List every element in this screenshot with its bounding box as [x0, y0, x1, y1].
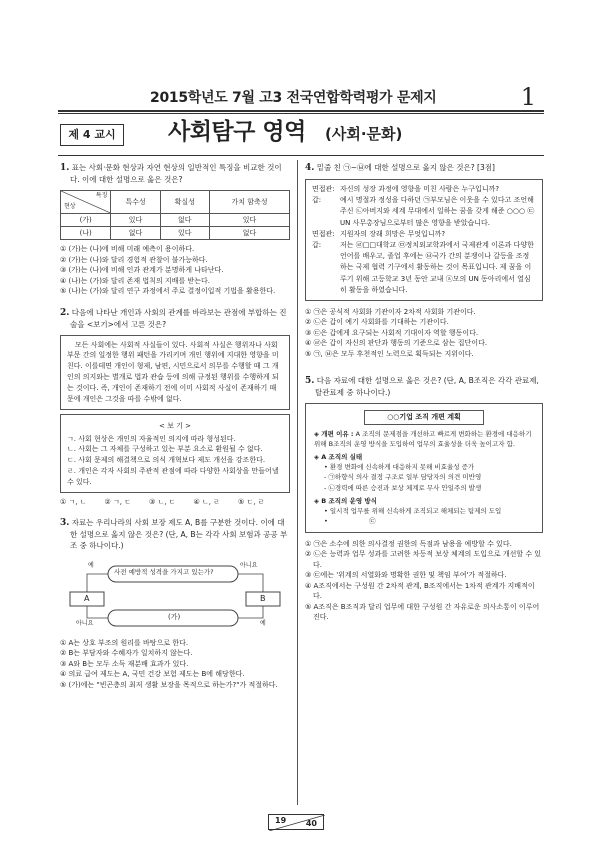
table-row: (가) 있다 없다 있다	[61, 213, 290, 226]
subject-subtitle: (사회·문화)	[325, 125, 403, 143]
answer-option[interactable]: ④ 의료 급여 제도는 A, 국민 건강 보험 제도는 B에 해당한다.	[60, 670, 245, 679]
table-corner-cell: 특징 현상	[61, 190, 111, 213]
answer-option[interactable]: ① ㉠은 공식적 사회화 기관이자 2차적 사회화 기관이다.	[305, 307, 476, 316]
column-divider	[297, 160, 298, 805]
interview-box	[305, 179, 543, 301]
table-header: 특수성	[111, 190, 160, 213]
question-5-stem: 5. 다음 자료에 대한 설명으로 옳은 것은? (단, A, B조직은 각각 관료제, 탈관료제 중 하나이다.)	[305, 376, 539, 398]
question-2	[60, 307, 290, 507]
answer-option[interactable]: ① (가)는 (나)에 비해 미래 예측이 용이하다.	[60, 245, 195, 254]
question-2-stem: 2. 다음에 나타난 개인과 사회의 관계를 바라보는 관점에 부합하는 진술을 <보기>에서 고른 것은?	[60, 307, 287, 329]
answer-option[interactable]: ② ㉡은 능력과 업무 성과를 고려한 차등적 보상 체계의 도입으로 개선할 수 있다.	[305, 550, 542, 569]
header-rule	[58, 110, 544, 112]
answer-option[interactable]: ③ ㄴ, ㄷ	[148, 497, 176, 506]
page-counter	[268, 814, 324, 830]
page-total: 40	[305, 819, 317, 828]
bogi-box	[60, 414, 290, 493]
bogi-item: ㄹ. 개인은 각자 사회의 주관적 관점에 따라 다양한 사회상을 만들어낼 수 있다.	[67, 467, 279, 486]
answer-option[interactable]: ③ ㉢은 갑에게 요구되는 사회적 기대이자 역할 행동이다.	[305, 328, 479, 337]
plan-title: ○○기업 조직 개편 계획	[364, 410, 484, 425]
reorg-plan-box: ○○기업 조직 개편 계획 ◈ 개편 이유 : A 조직의 문제점을 개선하고 빠르게 변화하는 환경에 대응하기 위해 B조직의 운영 방식을 도입하여 업무의 효율성을 더욱 높이고자 함. ◈ A 조직의 실태 • 환경 변화에 신속하게 대응하지 못해 비효율성 증가 - ㉠하향식 의사 결정 구조로 일부 담당자의 의견 미반영 - ㉡경력에 따른 승진과 보상 체계로 무사 안일주의 발생 ◈ B 조직의 운영 방식 • 일시적 업무를 위해 신속하게 조직되고 해체되는 팀제의 도입 • ㉢	[305, 403, 543, 532]
blank-label: (가)	[168, 612, 181, 621]
answer-option[interactable]: ⑤ ㉠, ㉥은 모두 후천적인 노력으로 획득되는 지위이다.	[305, 349, 474, 358]
left-column	[60, 162, 290, 698]
interview-line: 면접관: 자신의 성장 과정에 영향을 미친 사람은 누구입니까?	[312, 185, 500, 194]
question-3-diagram: 예 사전 예방적 성격을 가지고 있는가? 아니요 A B 아니요 (가) 예	[60, 556, 290, 634]
answer-option[interactable]: ① ㄱ, ㄴ	[60, 497, 87, 506]
subject-title: 사회탐구 영역	[168, 119, 306, 145]
answer-option[interactable]: ④ (나)는 (가)와 달리 존재 법칙의 지배를 받는다.	[60, 276, 210, 285]
node-b: B	[260, 593, 266, 603]
answer-option[interactable]: ① ㉠은 소수에 의한 의사결정 권한의 독점과 남용을 예방할 수 있다.	[305, 539, 512, 548]
table-header: 가치 함축성	[209, 190, 289, 213]
header-rule	[58, 113, 544, 114]
plan-section-b: ◈ B 조직의 운영 방식	[314, 496, 377, 505]
answer-option[interactable]: ③ ㉢에는 '위계의 서열화와 명확한 권한 및 책임 부여'가 적절하다.	[305, 571, 507, 580]
answer-option[interactable]: ② (가)는 (나)와 달리 경험적 관찰이 불가능하다.	[60, 255, 208, 264]
bogi-item: ㄷ. 사회 문제의 해결책으로 의식 개혁보다 제도 개선을 강조한다.	[67, 456, 266, 465]
table-row: (나) 없다 있다 없다	[61, 227, 290, 240]
page-number: 1	[520, 83, 536, 111]
right-column	[305, 162, 543, 631]
answer-option[interactable]: ④ A조직에서는 구성원 간 2차적 관계, B조직에서는 1차적 관계가 지배적이다.	[305, 581, 535, 601]
answer-option[interactable]: ⑤ ㄷ, ㄹ	[237, 497, 265, 506]
answer-option[interactable]: ⑤ (가)에는 "빈곤층의 최저 생활 보장을 목적으로 하는가?"가 적절하다.	[60, 680, 278, 689]
bogi-item: ㄴ. 사회는 그 자체를 구성하고 있는 부분 요소로 환원될 수 없다.	[67, 445, 263, 454]
question-3-stem: 3. 자료는 우리나라의 사회 보장 제도 A, B를 구분한 것이다. 이에 대한 설명으로 옳지 않은 것은? (단, A, B는 각각 사회 보험과 공공 부조 중 하나이다.)	[60, 517, 288, 550]
flow-question: 사전 예방적 성격을 가지고 있는가?	[114, 567, 214, 576]
answer-option[interactable]: ④ ㉣은 갑이 자신의 판단과 행동의 기준으로 삼는 집단이다.	[305, 339, 488, 348]
session-label: 제 4 교시	[60, 124, 124, 146]
bogi-title: < 보 기 >	[159, 421, 191, 430]
interview-line: 갑: 예시 명절과 정성을 다하던 ㉠부모님은 이웃을 수 있다고 조언해주신 ㉡아버지와 세계 무대에서 일하는 꿈을 갖게 해준 ○○○ ㉢UN 사무총장님으로부터 많은 영향을 받았습니다.	[312, 196, 535, 227]
answer-option[interactable]: ② ㉡은 갑이 예기 사회화를 기대하는 기관이다.	[305, 318, 449, 327]
answer-option[interactable]: ④ ㄴ, ㄹ	[193, 497, 220, 506]
question-5	[305, 375, 543, 622]
interview-line: 면접관: 지원자의 장래 희망은 무엇입니까?	[312, 229, 446, 238]
question-4-stem: 4. 밑줄 친 ㉠~㉥에 대한 설명으로 옳지 않은 것은? [3점]	[305, 163, 495, 173]
question-1	[60, 162, 290, 297]
answer-option[interactable]: ② B는 부담자와 수혜자가 일치하지 않는다.	[60, 649, 193, 658]
plan-reason: ◈ 개편 이유 : A 조직의 문제점을 개선하고 빠르게 변화하는 환경에 대응하기 위해 B조직의 운영 방식을 도입하여 업무의 효율성을 더욱 높이고자 함.	[314, 430, 532, 449]
node-a: A	[84, 593, 90, 603]
question-1-stem: 1. 표는 사회·문화 현상과 자연 현상의 일반적인 특징을 비교한 것이다. 이에 대한 설명으로 옳은 것은?	[60, 163, 282, 185]
bogi-item: ㄱ. 사회 현상은 개인의 자율적인 의지에 따라 형성된다.	[67, 434, 236, 443]
answer-option[interactable]: ⑤ (나)는 (가)와 달리 연구 과정에서 주로 결정이입적 기법을 활용한다.	[60, 287, 276, 296]
answer-option[interactable]: ⑤ A조직은 B조직과 달리 업무에 대한 구성원 간 자유로운 의사소통이 이루어진다.	[305, 602, 540, 622]
question-3	[60, 517, 290, 690]
question-2-passage: 모든 사회에는 사회적 사실들이 있다. 사회적 사실은 행위자나 사회 부문 간의 일정한 행위 패턴을 가리키며 개인 행위에 지대한 영향을 미친다. 이를테면 개인이 형제, 남편, 시민으로서 의무를 수행할 때 그 개인의 의지와는 별개로 법과 관습 등에 의해 규정된 행위를 수행하게 되는 것이다. 즉, 개인이 존재하기 전에 이미 사회적 사실이 존재하기 때문에 개인은 그것을 따를 수밖에 없다.	[60, 335, 290, 410]
answer-option[interactable]: ③ A와 B는 모두 소득 재분배 효과가 있다.	[60, 659, 189, 668]
answer-option[interactable]: ② ㄱ, ㄷ	[104, 497, 131, 506]
answer-option[interactable]: ③ (가)는 (나)에 비해 인과 관계가 분명하게 나타난다.	[60, 266, 224, 275]
question-1-table	[60, 190, 290, 240]
table-header: 확실성	[160, 190, 209, 213]
question-4	[305, 162, 543, 359]
exam-title: 2015학년도 7월 고3 전국연합학력평가 문제지	[150, 90, 437, 106]
plan-section-a: ◈ A 조직의 실태	[314, 453, 363, 462]
interview-line: 갑: 저는 ㉣□□대학교 ㉤정치외교학과에서 국제관계 이론과 다양한 언어를 배우고, 졸업 후에는 ㉥국가 간의 분쟁이나 갈등을 조정하는 국제 협력 기구에서 활동하는 것이 목표입니다. 제 꿈을 이루기 위해 고등학교 3년 동안 교내 ⓐ모의 UN 동아리에서 열심히 활동을 하였습니다.	[312, 240, 534, 294]
answer-option[interactable]: ① A는 상호 부조의 원리를 바탕으로 한다.	[60, 638, 189, 647]
page-current: 19	[275, 816, 287, 825]
header-rule	[58, 155, 544, 156]
answer-options	[60, 497, 290, 507]
